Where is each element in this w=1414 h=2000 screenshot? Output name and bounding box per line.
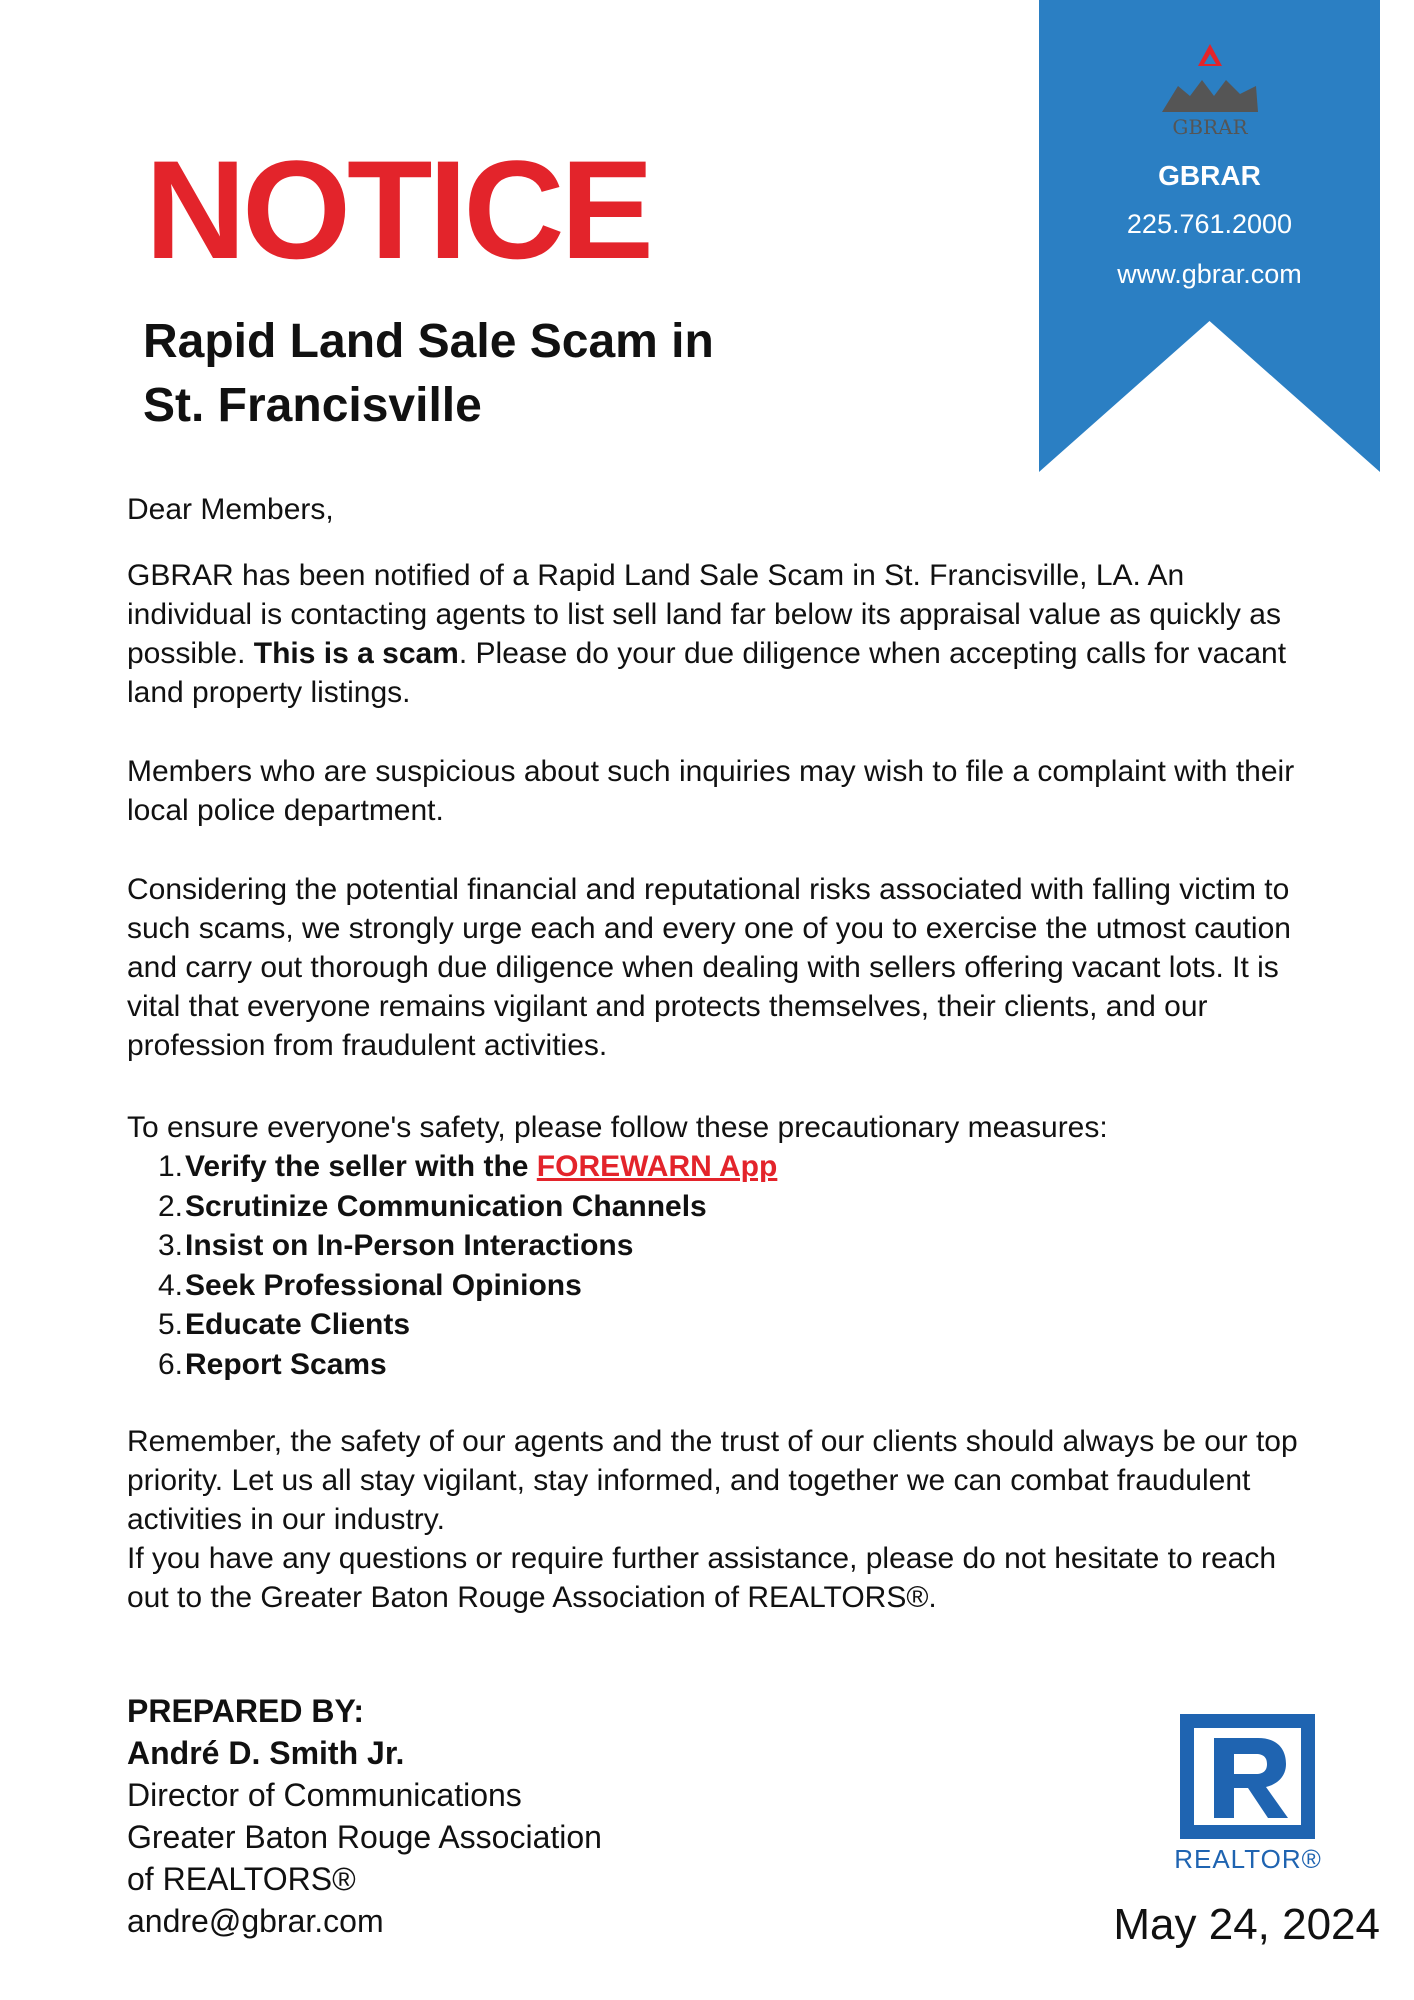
list-text <box>185 1147 777 1186</box>
list-number: 2. <box>157 1189 183 1223</box>
list-text: Scrutinize Communication Channels <box>185 1189 707 1223</box>
ribbon-phone[interactable]: 225.761.2000 <box>1126 209 1293 239</box>
paragraph-risks: Considering the potential financial and reputational risks associated with falling victim to such scams, we strongly urge each and every one of you to exercise the utmost caution and carry out thorough due diligence when dealing with sellers offering vacant lots. It is vital that everyone remains vigilant and protects themselves, their clients, and our profession from fraudulent activities. <box>127 873 1291 1062</box>
author-org-line-2: of REALTORS® <box>127 1861 356 1897</box>
para1-text: GBRAR has been notified of a Rapid Land Sale Scam in St. Francisville, LA. An individual is contacting agents to list sell land far below its appraisal value as quickly as possible. <box>127 559 1281 670</box>
realtor-logo-icon <box>1180 1714 1315 1839</box>
list-number: 1. <box>157 1150 183 1183</box>
list-number: 6. <box>157 1347 183 1381</box>
notice-title: NOTICE <box>145 131 650 288</box>
author-email[interactable]: andre@gbrar.com <box>127 1903 384 1939</box>
measure-1-text: Verify the seller with the <box>185 1150 537 1183</box>
paragraph-remember: Remember, the safety of our agents and the trust of our clients should always be our top priority. Let us all stay vigilant, stay informed, and together we can combat fraudulent activities in our industry. <box>127 1425 1298 1536</box>
para1-text-end: . Please do your due diligence when accepting calls for vacant land property listings. <box>127 637 1287 709</box>
document-date: May 24, 2024 <box>1113 1900 1380 1949</box>
list-text: Educate Clients <box>185 1308 411 1342</box>
list-number: 4. <box>157 1268 183 1302</box>
greeting: Dear Members, <box>127 493 334 526</box>
paragraph-complaint: Members who are suspicious about such inquiries may wish to file a complaint with their local police department. <box>127 755 1295 827</box>
list-item <box>127 1345 1127 1385</box>
svg-text:GBRAR: GBRAR <box>1172 115 1248 139</box>
list-item <box>127 1226 1127 1266</box>
list-text: Insist on In-Person Interactions <box>185 1229 634 1263</box>
prepared-by-block <box>127 1690 827 1942</box>
measures-intro: To ensure everyone's safety, please follow these precautionary measures: <box>127 1111 1108 1144</box>
notice-subtitle <box>143 310 903 438</box>
prepared-heading: PREPARED BY: <box>127 1693 365 1729</box>
list-item <box>127 1187 1127 1227</box>
paragraph-contact: If you have any questions or require further assistance, please do not hesitate to reach out to the Greater Baton Rouge Association of REALTORS®. <box>127 1542 1277 1614</box>
gbrar-logo <box>1156 40 1264 140</box>
para1-emphasis: This is a scam <box>253 637 459 670</box>
list-text: Report Scams <box>185 1347 387 1381</box>
author-name: André D. Smith Jr. <box>127 1735 405 1771</box>
list-number: 5. <box>157 1308 183 1342</box>
paragraph-scam-notice <box>127 556 1307 712</box>
ribbon-website[interactable]: www.gbrar.com <box>1117 259 1302 289</box>
realtor-mark: REALTOR® <box>1174 1844 1322 1874</box>
measures-list <box>127 1147 1127 1385</box>
author-title: Director of Communications <box>127 1777 522 1813</box>
subtitle-line-2: St. Francisville <box>143 379 482 432</box>
list-item <box>127 1305 1127 1345</box>
list-item <box>127 1147 1127 1187</box>
list-number: 3. <box>157 1229 183 1263</box>
forewarn-app-link[interactable]: FOREWARN App <box>536 1150 778 1183</box>
author-org-line-1: Greater Baton Rouge Association <box>127 1819 602 1855</box>
list-item <box>127 1266 1127 1306</box>
list-text: Seek Professional Opinions <box>185 1268 582 1302</box>
subtitle-line-1: Rapid Land Sale Scam in <box>143 315 714 368</box>
ribbon-name: GBRAR <box>1158 160 1261 191</box>
